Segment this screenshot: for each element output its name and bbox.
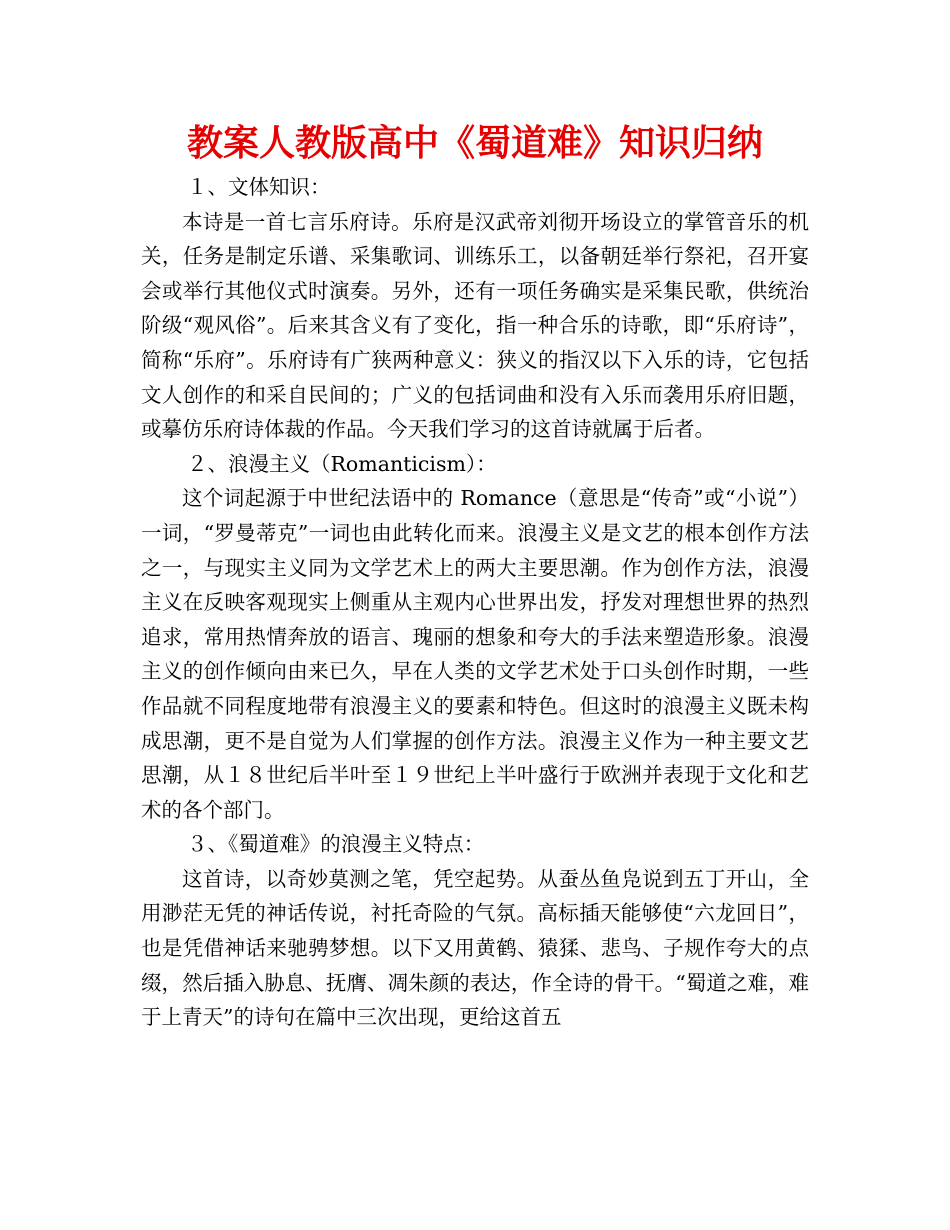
document-title: 教案人教版高中《蜀道难》知识归纳 (186, 123, 763, 164)
section-paragraph-romanticism: 这个词起源于中世纪法语中的 Romance（意思是“传奇”或“小说”）一词，“罗曼蒂克”一词也由此转化而来。浪漫主义是文艺的根本创作方法之一，与现实主义同为文学艺术上的两大主要思潮。作为创作方法，浪漫主义在反映客观现实上侧重从主观内心世界出发，抒发对理想世界的热烈追求，常用热情奔放的语言、瑰丽的想象和夸大的手法来塑造形象。浪漫主义的创作倾向由来已久，早在人类的文学艺术处于口头创作时期，一些作品就不同程度地带有浪漫主义的要素和特色。但这时的浪漫主义既未构成思潮，更不是自觉为人们掌握的创作方法。浪漫主义作为一种主要文艺思潮，从１８世纪后半叶至１９世纪上半叶盛行于欧洲并表现于文化和艺术的各个部门。 (141, 486, 809, 822)
section-heading-genre: １、文体知识： (187, 175, 331, 199)
section-paragraph-genre: 本诗是一首七言乐府诗。乐府是汉武帝刘彻开场设立的掌管音乐的机关，任务是制定乐谱、采集歌词、训练乐工，以备朝廷举行祭祀，召开宴会或举行其他仪式时演奏。另外，还有一项任务确实是采集民歌，供统治阶级“观风俗”。后来其含义有了变化，指一种合乐的诗歌，即“乐府诗”，简称“乐府”。乐府诗有广狭两种意义：狭义的指汉以下入乐的诗，它包括文人创作的和采自民间的；广义的包括词曲和没有入乐而袭用乐府旧题，或摹仿乐府诗体裁的作品。今天我们学习的这首诗就属于后者。 (141, 209, 809, 442)
section-paragraph-features: 这首诗，以奇妙莫测之笔，凭空起势。从蚕丛鱼凫说到五丁开山，全用渺茫无凭的神话传说，衬托奇险的气氛。高标插天能够使“六龙回日”，也是凭借神话来驰骋梦想。以下又用黄鹤、猿猱、悲鸟、子规作夸大的点缀，然后插入胁息、抚膺、凋朱颜的表达，作全诗的骨干。“蜀道之难，难于上青天”的诗句在篇中三次出现，更给这首五 (141, 866, 809, 1030)
section-heading-romanticism: ２、浪漫主义（Romanticism）： (187, 451, 497, 476)
document-page (141, 118, 809, 1035)
section-heading-features: ３、《蜀道难》的浪漫主义特点： (187, 832, 485, 857)
